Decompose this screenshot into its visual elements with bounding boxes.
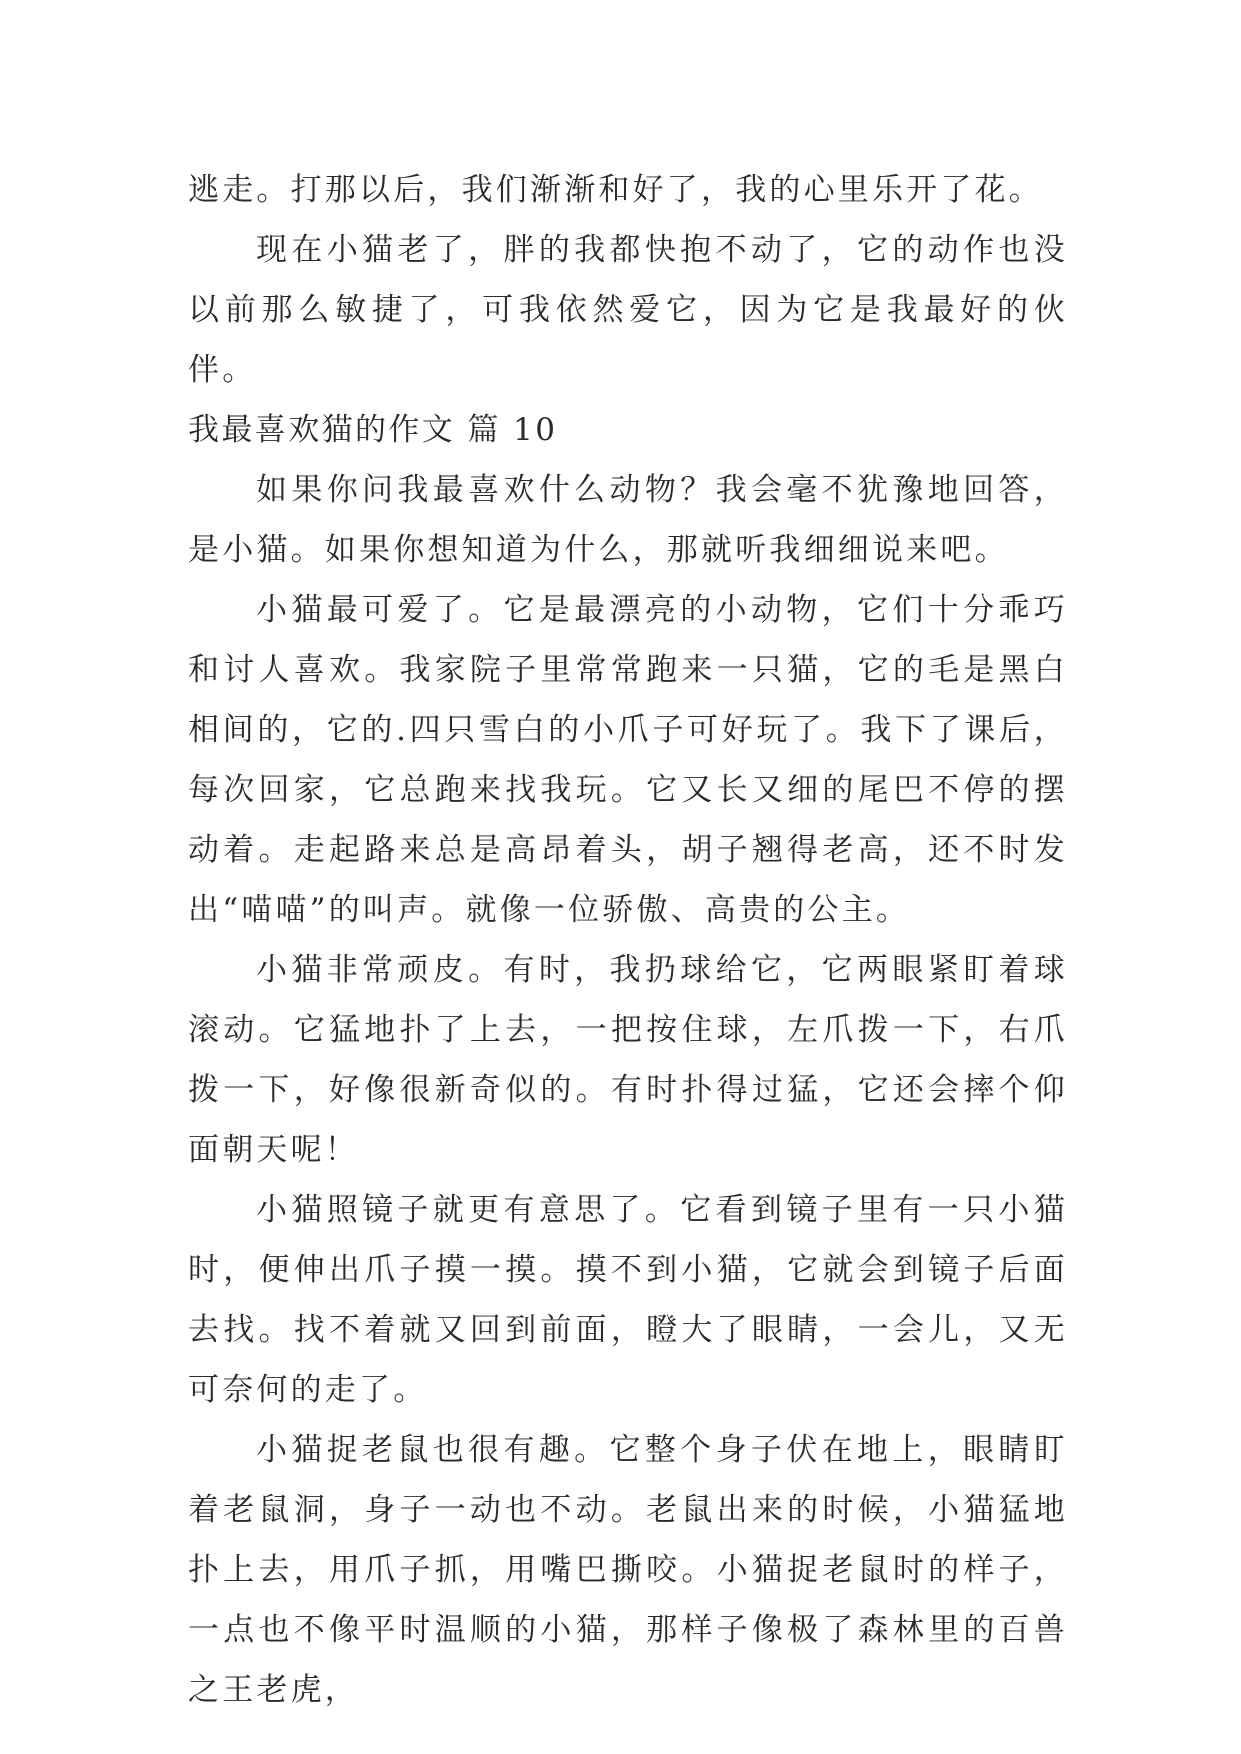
body-paragraph: 小猫最可爱了。它是最漂亮的小动物，它们十分乖巧和讨人喜欢。我家院子里常常跑来一只猫，它的毛是黑白相间的，它的.四只雪白的小爪子可好玩了。我下了课后，每次回家，它总跑来找我玩。它又长又细的尾巴不停的摆动着。走起路来总是高昂着头，胡子翘得老高，还不时发出“喵喵”的叫声。就像一位骄傲、高贵的公主。 (188, 592, 1068, 928)
body-paragraph: 小猫照镜子就更有意思了。它看到镜子里有一只小猫时，便伸出爪子摸一摸。摸不到小猫，它就会到镜子后面去找。找不着就又回到前面，瞪大了眼睛，一会儿，又无可奈何的走了。 (188, 1192, 1068, 1408)
body-paragraph: 如果你问我最喜欢什么动物？我会毫不犹豫地回答，是小猫。如果你想知道为什么，那就听我细细说来吧。 (188, 472, 1068, 568)
essay-heading: 我最喜欢猫的作文 篇 10 (188, 412, 558, 448)
body-paragraph: 现在小猫老了，胖的我都快抱不动了，它的动作也没以前那么敏捷了，可我依然爱它，因为它是我最好的伙伴。 (188, 232, 1068, 388)
body-paragraph: 小猫非常顽皮。有时，我扔球给它，它两眼紧盯着球滚动。它猛地扑了上去，一把按住球，左爪拨一下，右爪拨一下，好像很新奇似的。有时扑得过猛，它还会摔个仰面朝天呢！ (188, 952, 1068, 1168)
essay-body (188, 160, 1068, 1720)
continuation-paragraph: 逃走。打那以后，我们渐渐和好了，我的心里乐开了花。 (188, 172, 1043, 208)
body-paragraph: 小猫捉老鼠也很有趣。它整个身子伏在地上，眼睛盯着老鼠洞，身子一动也不动。老鼠出来的时候，小猫猛地扑上去，用爪子抓，用嘴巴撕咬。小猫捉老鼠时的样子，一点也不像平时温顺的小猫，那样子像极了森林里的百兽之王老虎， (188, 1432, 1068, 1708)
